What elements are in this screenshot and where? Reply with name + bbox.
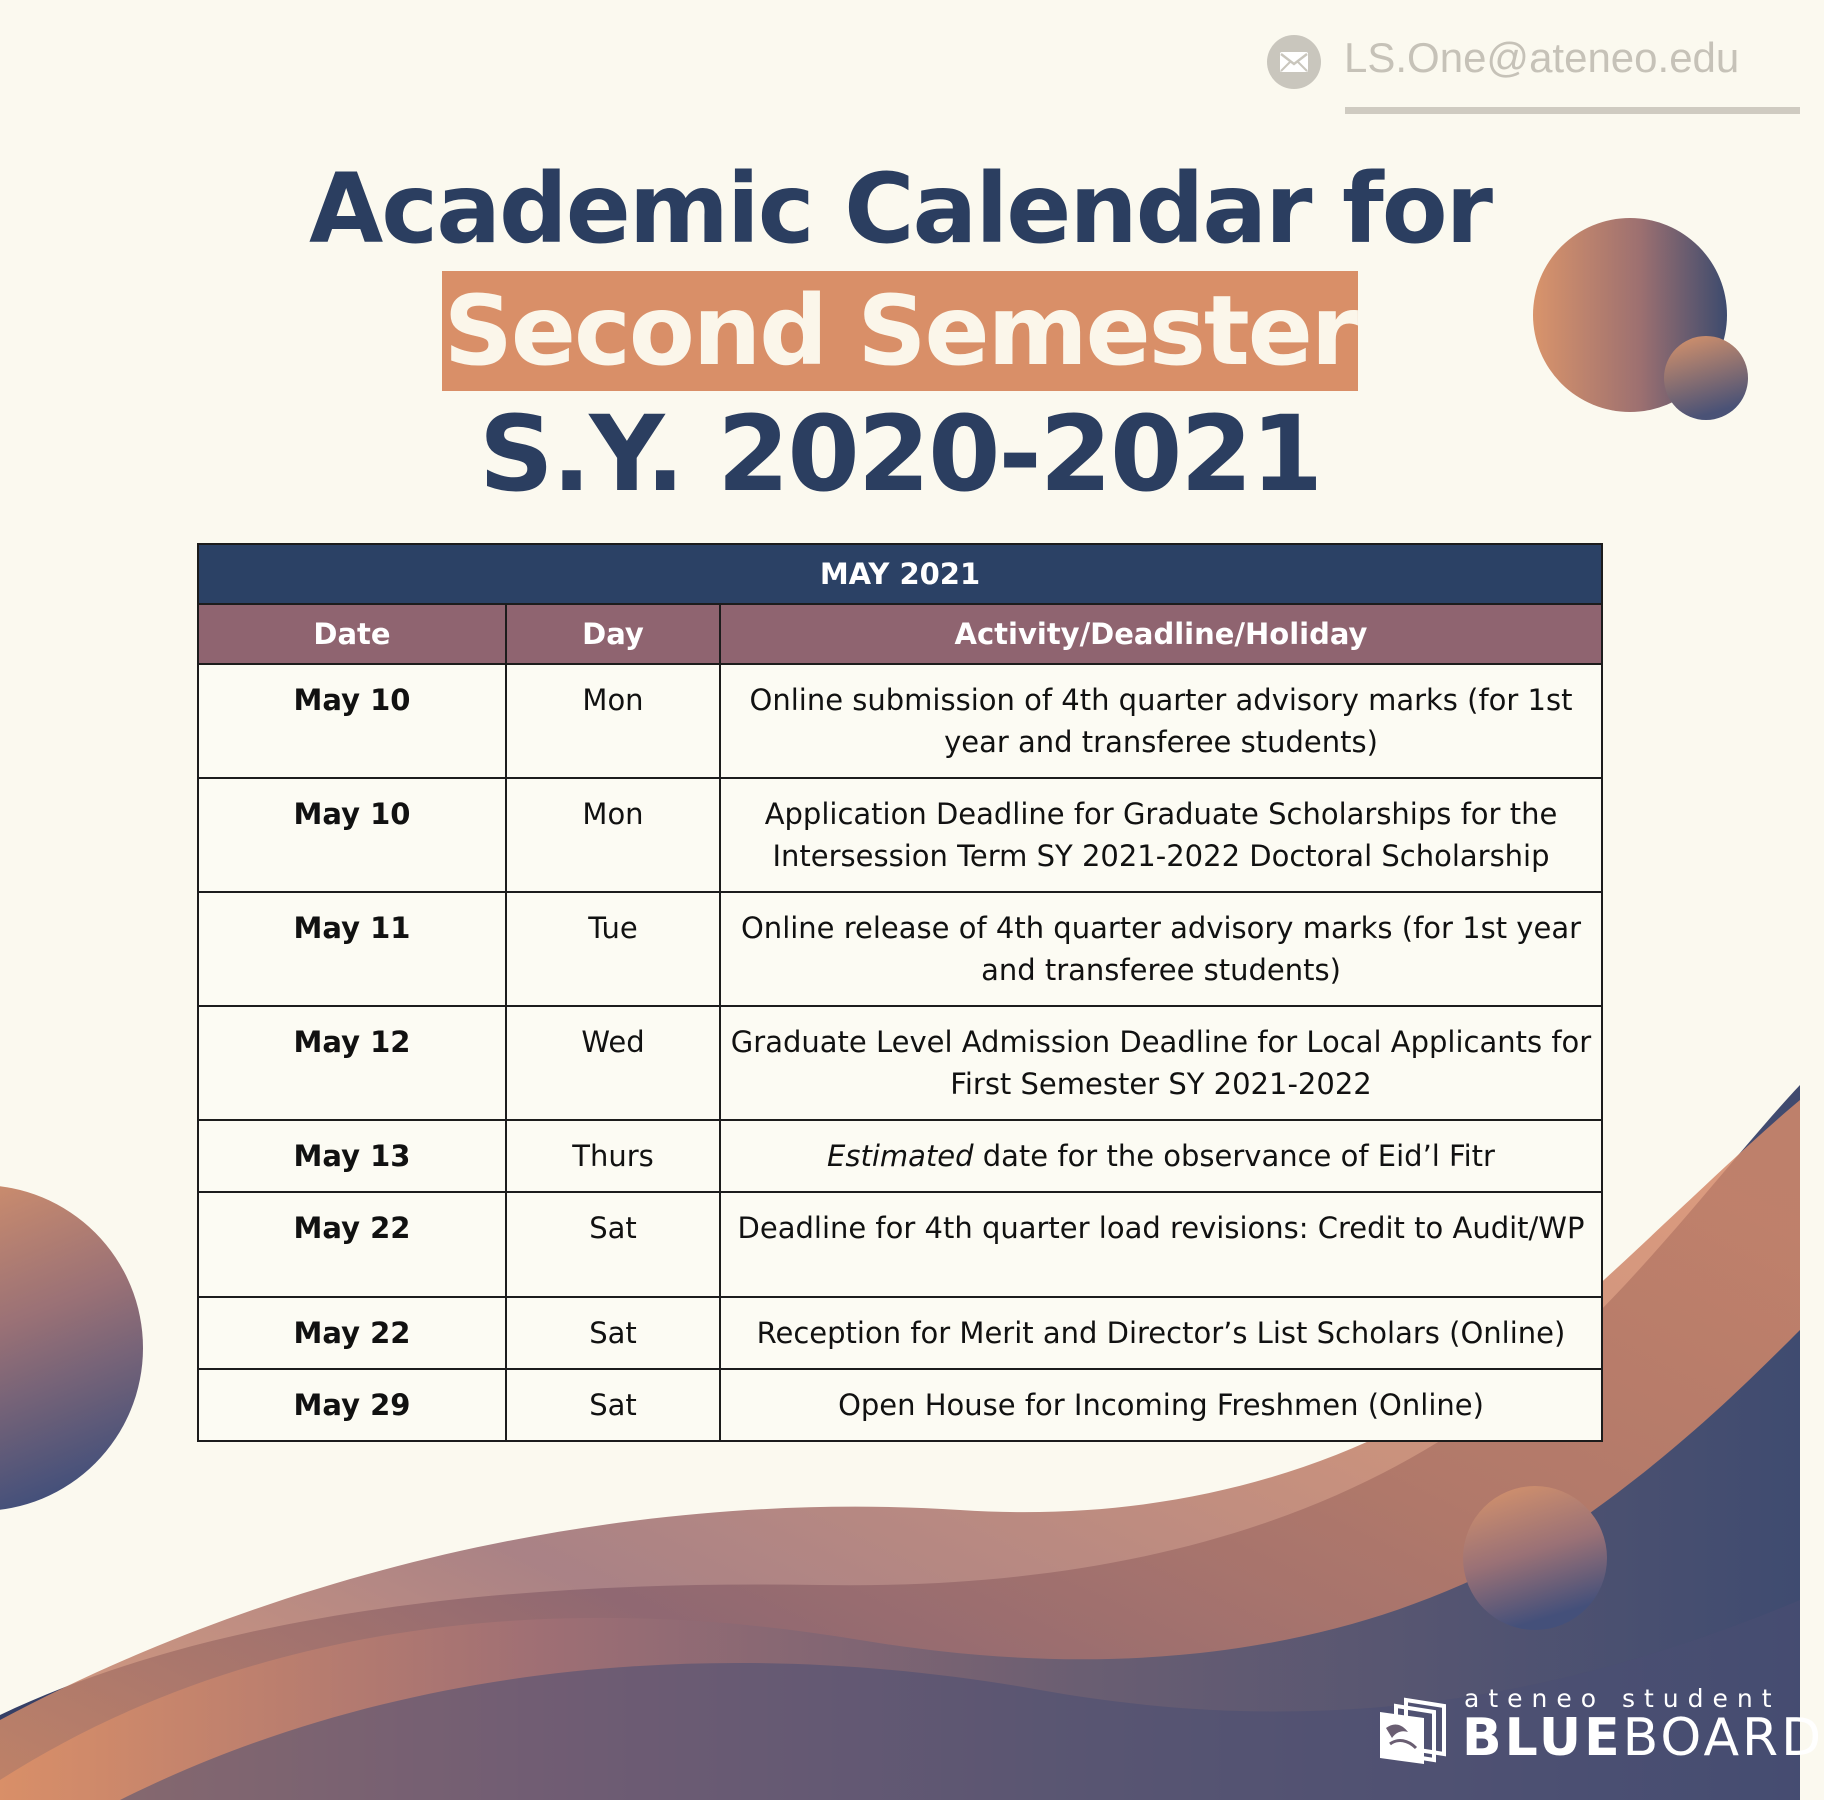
activity-cell	[720, 1120, 1602, 1192]
day-cell: Wed	[506, 1006, 720, 1120]
column-header-day: Day	[506, 604, 720, 664]
title-line-1: Academic Calendar for	[309, 153, 1491, 265]
day-cell: Thurs	[506, 1120, 720, 1192]
activity-cell: Deadline for 4th quarter load revisions: Credit to Audit/WP	[720, 1192, 1602, 1297]
day-cell: Tue	[506, 892, 720, 1006]
date-cell: May 11	[198, 892, 506, 1006]
day-cell: Mon	[506, 778, 720, 892]
brand-logo	[1376, 1684, 1824, 1770]
activity-cell: Online release of 4th quarter advisory marks (for 1st year and transferee students)	[720, 892, 1602, 1006]
table-row	[198, 664, 1602, 778]
day-cell: Sat	[506, 1297, 720, 1369]
column-header-activity: Activity/Deadline/Holiday	[720, 604, 1602, 664]
activity-cell: Graduate Level Admission Deadline for Local Applicants for First Semester SY 2021-2022	[720, 1006, 1602, 1120]
day-cell: Mon	[506, 664, 720, 778]
brand-name-bold: BLUE	[1462, 1708, 1623, 1768]
activity-cell: Application Deadline for Graduate Scholarships for the Intersession Term SY 2021-2022 Doctoral Scholarship	[720, 778, 1602, 892]
table-row	[198, 1192, 1602, 1297]
brand-name-light: BOARD	[1622, 1708, 1824, 1768]
activity-cell: Reception for Merit and Director’s List Scholars (Online)	[720, 1297, 1602, 1369]
date-cell: May 12	[198, 1006, 506, 1120]
page-title	[0, 150, 1800, 516]
activity-text: date for the observance of Eid’l Fitr	[973, 1139, 1495, 1173]
table-row	[198, 892, 1602, 1006]
brand-name	[1462, 1708, 1824, 1768]
date-cell: May 22	[198, 1192, 506, 1297]
table-row	[198, 1369, 1602, 1441]
activity-cell: Open House for Incoming Freshmen (Online)	[720, 1369, 1602, 1441]
column-header-date: Date	[198, 604, 506, 664]
title-line-2-highlight: Second Semester	[442, 271, 1358, 391]
table-row	[198, 1006, 1602, 1120]
date-cell: May 13	[198, 1120, 506, 1192]
date-cell: May 22	[198, 1297, 506, 1369]
mail-icon	[1267, 35, 1321, 89]
title-line-3: S.Y. 2020-2021	[478, 393, 1322, 515]
table-row	[198, 1297, 1602, 1369]
table-row	[198, 778, 1602, 892]
month-header: MAY 2021	[198, 544, 1602, 604]
date-cell: May 10	[198, 664, 506, 778]
table-row	[198, 1120, 1602, 1192]
email-underline	[1345, 107, 1800, 114]
blueboard-logo-icon	[1376, 1694, 1448, 1766]
activity-cell: Online submission of 4th quarter advisory marks (for 1st year and transferee students)	[720, 664, 1602, 778]
calendar-table	[197, 543, 1603, 1442]
date-cell: May 10	[198, 778, 506, 892]
day-cell: Sat	[506, 1192, 720, 1297]
email-address[interactable]: LS.One@ateneo.edu	[1344, 34, 1740, 81]
brand-tagline: ateneo student	[1464, 1684, 1781, 1713]
day-cell: Sat	[506, 1369, 720, 1441]
date-cell: May 29	[198, 1369, 506, 1441]
activity-emphasis: Estimated	[827, 1139, 974, 1173]
